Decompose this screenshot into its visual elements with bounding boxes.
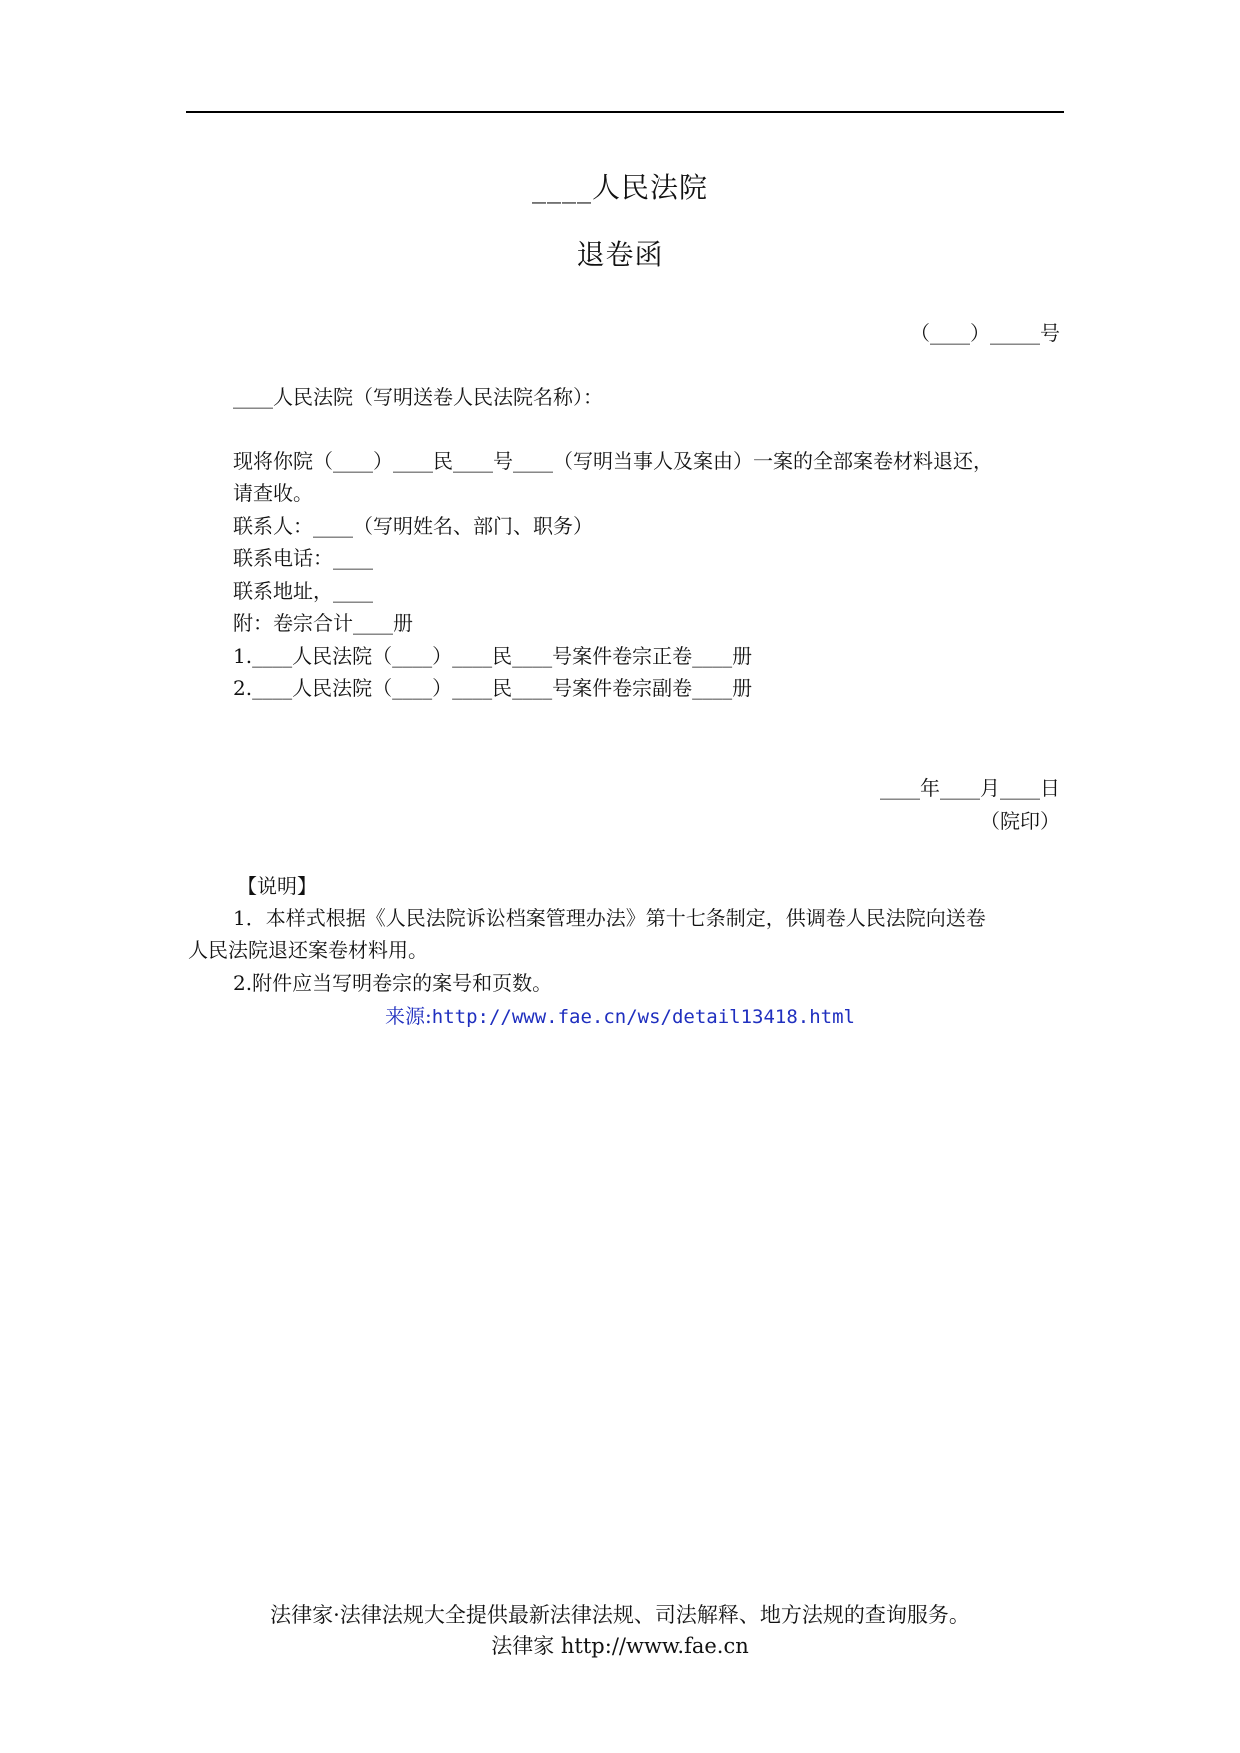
- attachment-summary: 附：卷宗合计____册: [233, 611, 413, 635]
- notes-heading: 【说明】: [237, 874, 317, 898]
- header-rule: [186, 111, 1064, 113]
- attachment-item: 2.____人民法院（____）____民____号案件卷宗副卷____册: [233, 676, 753, 700]
- footer-text: 法律家·法律法规大全提供最新法律法规、司法解释、地方法规的查询服务。: [270, 1603, 970, 1627]
- body-text-line-1: 现将你院（____）____民____号____（写明当事人及案由）一案的全部案卷材料退还，: [233, 449, 993, 473]
- case-number: （____）_____号: [910, 321, 1060, 345]
- contact-phone: 联系电话：____: [233, 546, 373, 570]
- source-link[interactable]: [0, 1000, 1240, 1033]
- contact-address: 联系地址，____: [233, 579, 373, 603]
- attachment-item: 1.____人民法院（____）____民____号案件卷宗正卷____册: [233, 644, 753, 668]
- source-label: 来源:: [385, 1004, 432, 1028]
- contact-person: 联系人：____（写明姓名、部门、职务）: [233, 514, 593, 538]
- document-title: 退卷函: [576, 238, 664, 271]
- note-1-line-1: 1．本样式根据《人民法院诉讼档案管理办法》第十七条制定，供调卷人民法院向送卷: [233, 906, 986, 930]
- footer-site: 法律家 http://www.fae.cn: [491, 1634, 749, 1658]
- court-seal-label: （院印）: [980, 809, 1060, 833]
- note-2: 2.附件应当写明卷宗的案号和页数。: [233, 971, 553, 995]
- court-title: ____人民法院: [531, 171, 708, 204]
- date-line: ____年____月____日: [880, 776, 1060, 800]
- addressee: ____人民法院（写明送卷人民法院名称）：: [233, 385, 603, 409]
- body-text-line-2: 请查收。: [233, 481, 313, 505]
- source-url[interactable]: http://www.fae.cn/ws/detail13418.html: [431, 1006, 855, 1028]
- note-1-line-2: 人民法院退还案卷材料用。: [188, 938, 428, 962]
